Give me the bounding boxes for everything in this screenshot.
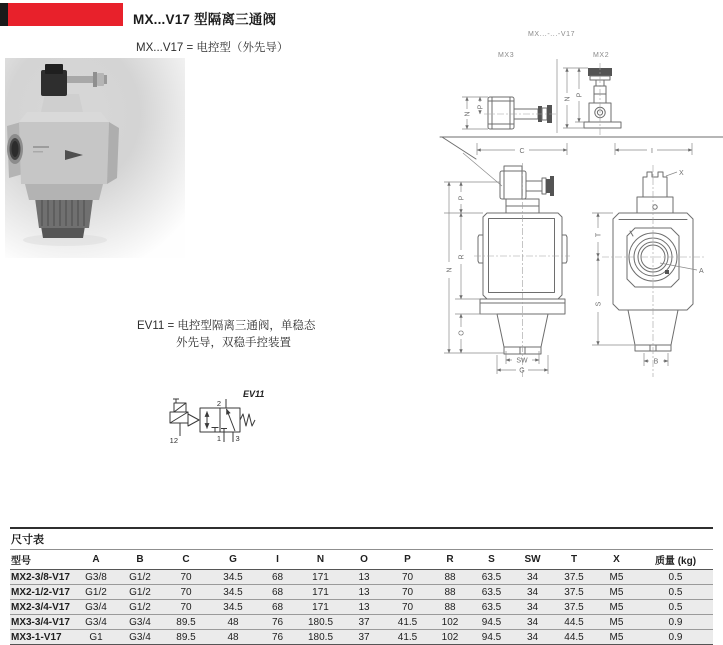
dim-o: O [458, 330, 466, 336]
value-cell: 41.5 [386, 630, 429, 645]
model-cell: MX3-1-V17 [10, 630, 74, 645]
value-cell: G3/4 [74, 615, 118, 630]
value-cell: G1 [74, 630, 118, 645]
table-caption: 尺寸表 [10, 529, 713, 550]
model-cell: MX2-1/2-V17 [10, 585, 74, 600]
col-header-sw: SW [512, 550, 553, 570]
value-cell: 70 [162, 570, 210, 585]
mx3-pilot-view [462, 97, 558, 129]
description-line1: EV11 = 电控型隔离三通阀，单稳态 [137, 320, 316, 332]
value-cell: 68 [256, 570, 299, 585]
dimension-table-section [10, 527, 713, 645]
col-header-c: C [162, 550, 210, 570]
side-view [592, 165, 706, 377]
value-cell: 88 [429, 600, 471, 615]
value-cell: G3/4 [118, 630, 162, 645]
view-label-mx3: MX3 [498, 52, 515, 59]
value-cell: 94.5 [471, 615, 512, 630]
value-cell: 70 [386, 585, 429, 600]
value-cell: 63.5 [471, 570, 512, 585]
value-cell: 94.5 [471, 630, 512, 645]
dim-sw: SW [516, 357, 528, 365]
value-cell: 0.9 [638, 630, 713, 645]
dim-r: R [458, 254, 466, 260]
table-row [10, 585, 713, 600]
value-cell: G1/2 [118, 570, 162, 585]
value-cell: 44.5 [553, 615, 595, 630]
value-cell: 88 [429, 585, 471, 600]
value-cell: 34.5 [210, 570, 256, 585]
port-2-label: 2 [216, 399, 221, 408]
brand-red-block [8, 3, 123, 26]
model-cell: MX2-3/8-V17 [10, 570, 74, 585]
col-header-a: A [74, 550, 118, 570]
value-cell: 34 [512, 615, 553, 630]
col-header-t: T [553, 550, 595, 570]
value-cell: M5 [595, 630, 638, 645]
value-cell: G3/4 [74, 600, 118, 615]
value-cell: M5 [595, 585, 638, 600]
value-cell: 88 [429, 570, 471, 585]
dim-g: G [519, 367, 525, 375]
value-cell: M5 [595, 615, 638, 630]
value-cell: 68 [256, 600, 299, 615]
value-cell: 48 [210, 615, 256, 630]
value-cell: 63.5 [471, 600, 512, 615]
dim-n: N [446, 267, 454, 273]
value-cell: 70 [386, 570, 429, 585]
page-subtitle: MX...V17 = 电控型（外先导） [136, 42, 289, 54]
table-row [10, 600, 713, 615]
value-cell: G1/2 [118, 600, 162, 615]
technical-drawing [440, 25, 723, 380]
port-1-label: 1 [216, 434, 221, 443]
value-cell: G3/8 [74, 570, 118, 585]
col-header-g: G [210, 550, 256, 570]
page-title: MX...V17 型隔离三通阀 [133, 12, 277, 27]
value-cell: 37.5 [553, 600, 595, 615]
dim-b: B [653, 358, 659, 366]
value-cell: 34 [512, 570, 553, 585]
table-row [10, 630, 713, 645]
value-cell: 34.5 [210, 600, 256, 615]
dim-x: X [679, 170, 684, 177]
value-cell: 13 [342, 600, 386, 615]
value-cell: 48 [210, 630, 256, 645]
model-cell: MX2-3/4-V17 [10, 600, 74, 615]
value-cell: 0.5 [638, 585, 713, 600]
value-cell: 63.5 [471, 585, 512, 600]
port-12-label: 12 [169, 436, 178, 445]
valve-symbol [170, 399, 255, 442]
dim-i: I [651, 148, 653, 155]
value-cell: 180.5 [299, 630, 342, 645]
model-cell: MX3-3/4-V17 [10, 615, 74, 630]
value-cell: 70 [162, 600, 210, 615]
value-cell: 13 [342, 585, 386, 600]
value-cell: G1/2 [74, 585, 118, 600]
value-cell: 37 [342, 615, 386, 630]
dim-s: S [595, 301, 603, 307]
col-header-p: P [386, 550, 429, 570]
value-cell: 34 [512, 600, 553, 615]
value-cell: M5 [595, 570, 638, 585]
dim-p-mini3: P [477, 104, 485, 110]
col-header-r: R [429, 550, 471, 570]
col-header-o: O [342, 550, 386, 570]
value-cell: 44.5 [553, 630, 595, 645]
product-photo [5, 58, 185, 258]
value-cell: 34 [512, 585, 553, 600]
table-row [10, 615, 713, 630]
value-cell: 89.5 [162, 615, 210, 630]
dimension-table [10, 550, 713, 645]
value-cell: 89.5 [162, 630, 210, 645]
value-cell: 34.5 [210, 585, 256, 600]
col-header-weight: 质量 (kg) [638, 550, 713, 570]
value-cell: 34 [512, 630, 553, 645]
left-edge-black-bar [0, 3, 8, 26]
width-dimensions [440, 137, 723, 159]
value-cell: G3/4 [118, 615, 162, 630]
value-cell: 171 [299, 570, 342, 585]
value-cell: 76 [256, 630, 299, 645]
dim-n-mini3: N [464, 111, 472, 117]
value-cell: M5 [595, 600, 638, 615]
valve-photo-illustration [5, 58, 185, 258]
schematic-label: EV11 [243, 389, 265, 399]
front-view [444, 153, 570, 377]
mx2-pilot-view [563, 63, 621, 135]
dim-t: T [595, 232, 603, 238]
drawing-title: MX...-...-V17 [528, 31, 576, 38]
dim-c: C [519, 148, 525, 155]
value-cell: 0.5 [638, 600, 713, 615]
dim-p: P [458, 195, 466, 201]
col-header-b: B [118, 550, 162, 570]
col-header-n: N [299, 550, 342, 570]
value-cell: 68 [256, 585, 299, 600]
value-cell: 0.9 [638, 615, 713, 630]
col-header-s: S [471, 550, 512, 570]
value-cell: 70 [386, 600, 429, 615]
port-3-label: 3 [235, 434, 240, 443]
value-cell: 171 [299, 585, 342, 600]
view-label-mx2: MX2 [593, 52, 610, 59]
value-cell: 180.5 [299, 615, 342, 630]
description-line2: 外先导，双稳手控装置 [176, 337, 291, 349]
description [137, 318, 315, 352]
dim-p-mini2: P [576, 92, 584, 98]
value-cell: 41.5 [386, 615, 429, 630]
col-header-x: X [595, 550, 638, 570]
pneumatic-symbol [140, 383, 290, 453]
value-cell: 76 [256, 615, 299, 630]
col-header-i: I [256, 550, 299, 570]
col-header-model: 型号 [10, 550, 74, 570]
value-cell: G1/2 [118, 585, 162, 600]
value-cell: 13 [342, 570, 386, 585]
value-cell: 0.5 [638, 570, 713, 585]
value-cell: 37.5 [553, 570, 595, 585]
dim-n-mini2: N [564, 96, 572, 102]
value-cell: 102 [429, 630, 471, 645]
value-cell: 37 [342, 630, 386, 645]
table-header-row [10, 550, 713, 570]
value-cell: 37.5 [553, 585, 595, 600]
value-cell: 70 [162, 585, 210, 600]
table-row [10, 570, 713, 585]
dim-a: A [699, 268, 704, 275]
value-cell: 102 [429, 615, 471, 630]
value-cell: 171 [299, 600, 342, 615]
